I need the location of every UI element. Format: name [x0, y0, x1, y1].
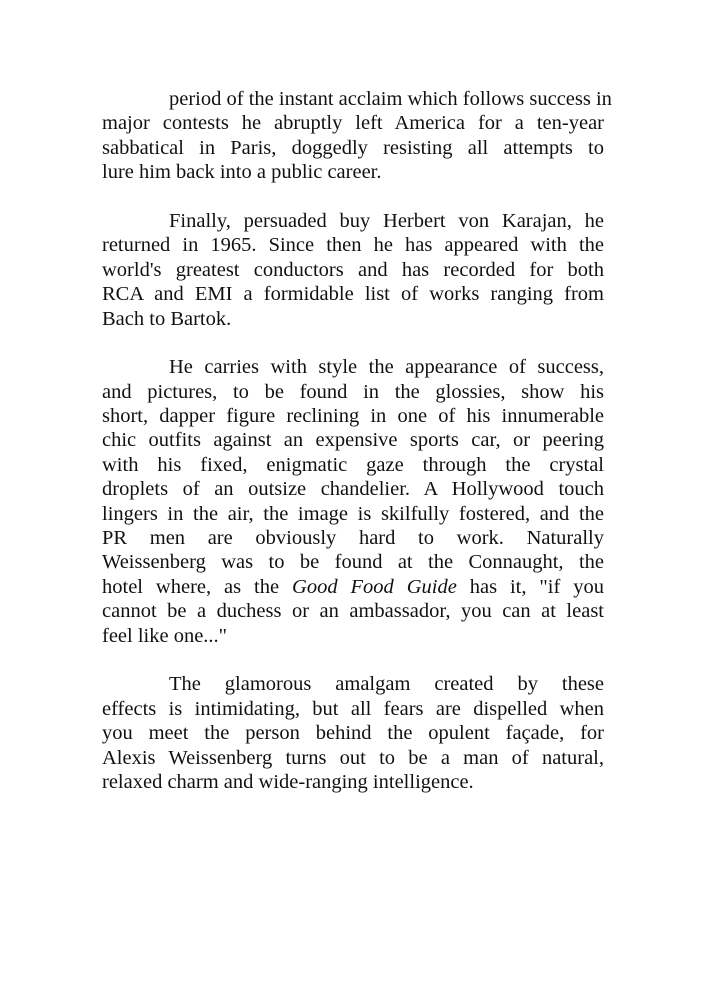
paragraph	[102, 672, 604, 794]
text-line: feel like one..."	[102, 624, 228, 647]
text-line: effects is intimidating, but all fears are dispelled when	[102, 697, 604, 720]
text-line: you meet the person behind the opulent façade, for	[102, 722, 604, 745]
italic-title: Good Food Guide	[292, 575, 457, 598]
text-line: period of the instant acclaim which follows success in	[169, 88, 612, 110]
text-line: world's greatest conductors and has recorded for both	[102, 258, 604, 281]
text-line: and pictures, to be found in the glossies, show his	[102, 380, 604, 403]
text-line: Finally, persuaded buy Herbert von Karajan, he	[169, 209, 604, 232]
paragraph	[102, 209, 604, 331]
text-line: with his fixed, enigmatic gaze through the crystal	[102, 453, 604, 476]
text-line: major contests he abruptly left America for a ten-year	[102, 112, 604, 135]
paragraph	[102, 355, 604, 648]
text-line: RCA and EMI a formidable list of works ranging from	[102, 283, 604, 306]
paragraph	[102, 87, 612, 185]
text-line	[102, 575, 604, 599]
text-line: returned in 1965. Since then he has appeared with the	[102, 234, 604, 257]
text-line: sabbatical in Paris, doggedly resisting all attempts to	[102, 136, 604, 159]
text-line: lure him back into a public career.	[102, 161, 382, 184]
text-line: relaxed charm and wide-ranging intelligence.	[102, 770, 474, 793]
text-line: The glamorous amalgam created by these	[169, 673, 604, 696]
document-page	[102, 87, 612, 819]
text-line: short, dapper figure reclining in one of his innumerable	[102, 405, 604, 428]
text-line: droplets of an outsize chandelier. A Hollywood touch	[102, 478, 604, 501]
text-line: PR men are obviously hard to work. Naturally	[102, 527, 604, 550]
text-line: chic outfits against an expensive sports car, or peering	[102, 429, 604, 452]
text-line: Bach to Bartok.	[102, 307, 232, 330]
text-line: He carries with style the appearance of success,	[169, 356, 604, 379]
text-line: Weissenberg was to be found at the Connaught, the	[102, 551, 604, 574]
text-segment: hotel where, as the	[102, 575, 293, 598]
text-line: cannot be a duchess or an ambassador, you can at least	[102, 600, 604, 623]
text-line: lingers in the air, the image is skilfully fostered, and the	[102, 502, 604, 525]
text-segment: has it, "if you	[456, 575, 604, 598]
text-line: Alexis Weissenberg turns out to be a man of natural,	[102, 746, 604, 769]
